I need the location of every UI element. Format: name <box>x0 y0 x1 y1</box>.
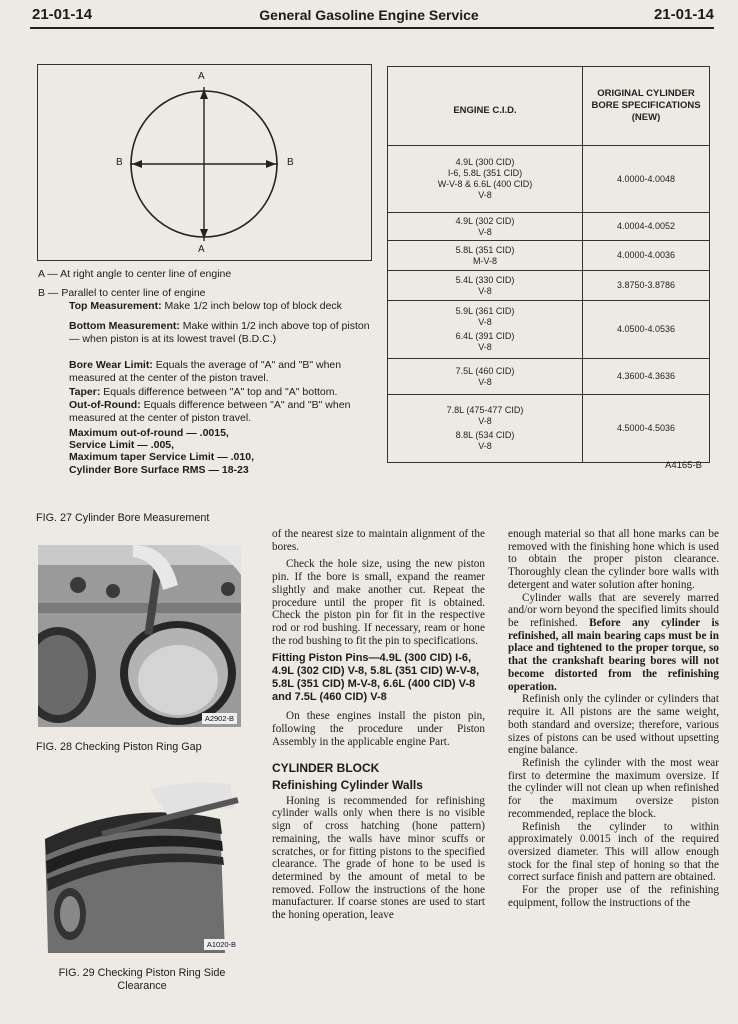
out-of-round-text: Equals difference between "A" and "B" when measured at the center of piston travel. <box>69 399 351 424</box>
axis-label-a-top: A <box>198 71 205 82</box>
paragraph: On these engines install the piston pin, following the procedure under Piston Assembly in the applicable engine Part. <box>272 710 485 748</box>
limit-item: Service Limit — .005, <box>69 439 175 452</box>
paragraph: Check the hole size, using the new piston pin. If the bore is small, expand the reamer slightly and make another cut. Repeat the procedure until the proper fit is obtained. Check the piston pin for fit in the respective rod or rod bushing. If necessary, ream or hone the rod bushing to fit the pin to specifications. <box>272 558 485 647</box>
axis-label-b-left: B <box>116 157 123 168</box>
bore-diagram-graphic <box>38 65 371 260</box>
fig29-code: A1020-B <box>204 939 239 950</box>
engine-cell: 4.9L (300 CID) I-6, 5.8L (351 CID) W-V-8 & 6.6L (400 CID) V-8 <box>388 146 583 213</box>
table-row <box>388 271 710 301</box>
paragraph: of the nearest size to maintain alignment of the bores. <box>272 528 485 553</box>
paragraph: Refinish only the cylinder or cylinders that require it. All pistons are the same weight, both standard and oversize; therefore, various sizes of pistons can be used without upsetting engine balance. <box>508 693 719 757</box>
header-engine-cid: ENGINE C.I.D. <box>388 67 583 146</box>
bottom-measurement-text: Make within 1/2 inch above top of piston — when piston is at its lowest travel (B.D.C.) <box>69 320 370 345</box>
bore-wear-limit <box>69 359 382 384</box>
fig27-caption: FIG. 27 Cylinder Bore Measurement <box>36 512 210 524</box>
limit-item: Maximum out-of-round — .0015, <box>69 427 229 439</box>
table-row <box>388 301 710 359</box>
paragraph: Refinish the cylinder to within approximately 0.0015 inch of the required oversized diameter. This will allow enough stock for the final step of honing so that the correct surface finish and pattern are obtained. <box>508 820 719 884</box>
page-title: General Gasoline Engine Service <box>259 7 479 23</box>
top-measurement <box>69 300 381 313</box>
table-row <box>388 359 710 395</box>
section-heading-cylinder-block: CYLINDER BLOCK <box>272 760 380 775</box>
header-rule <box>30 27 714 29</box>
table-row <box>388 395 710 463</box>
legend-a: A — At right angle to center line of engine <box>38 268 232 280</box>
cylinder-bore-spec-table <box>387 66 710 463</box>
engine-cell: 7.5L (460 CID) V-8 <box>388 359 583 395</box>
piston-ring-gap-photo <box>38 545 241 727</box>
subheading-fitting-piston-pins: Fitting Piston Pins—4.9L (300 CID) I-6, 4.9L (302 CID) V-8, 5.8L (351 CID) W-V-8, 5.8L (351 CID) M-V-8, 6.6L (400 CID) V-8 and 7.5L (460 CID) V-8 <box>272 652 480 704</box>
out-of-round-term: Out-of-Round: <box>69 399 141 411</box>
piston-ring-gap-image <box>38 545 241 727</box>
fig29-caption: FIG. 29 Checking Piston Ring Side Clearance <box>58 967 226 992</box>
taper-term: Taper: <box>69 386 101 398</box>
text-column-middle <box>272 528 485 922</box>
axis-label-b-right: B <box>287 157 294 168</box>
limit-item: Cylinder Bore Surface RMS — 18-23 <box>69 463 249 476</box>
taper <box>69 386 382 399</box>
fig28-code: A2902-B <box>202 713 237 724</box>
legend-b: B — Parallel to center line of engine <box>38 287 206 299</box>
table-figure-code: A4165-B <box>665 460 702 471</box>
piston-ring-side-clearance-photo <box>40 779 243 953</box>
bore-wear-term: Bore Wear Limit: <box>69 359 153 371</box>
text-column-right <box>508 528 719 910</box>
engine-cell: 5.4L (330 CID) V-8 <box>388 271 583 301</box>
piston-ring-side-clearance-image <box>40 779 243 953</box>
paragraph: enough material so that all hone marks can be removed with the finishing hone which is used to obtain the proper piston clearance. Thoroughly clean the cylinder bore walls with detergent and water solution after honing. <box>508 528 719 591</box>
bottom-measurement-term: Bottom Measurement: <box>69 320 180 332</box>
engine-cell: 4.9L (302 CID) V-8 <box>388 213 583 241</box>
spec-cell: 3.8750-3.8786 <box>583 271 710 301</box>
subheading-refinishing-cylinder-walls: Refinishing Cylinder Walls <box>272 777 423 792</box>
engine-cell: 5.8L (351 CID) M-V-8 <box>388 241 583 271</box>
table-row <box>388 241 710 271</box>
top-measurement-text: Make 1/2 inch below top of block deck <box>164 300 342 312</box>
spec-cell: 4.0500-4.0536 <box>583 301 710 359</box>
out-of-round <box>69 399 382 424</box>
axis-label-a-bottom: A <box>198 244 205 255</box>
bore-diagram <box>37 64 372 261</box>
spec-cell: 4.0004-4.0052 <box>583 213 710 241</box>
bore-wear-text: Equals the average of "A" and "B" when measured at the center of the piston travel. <box>69 359 342 384</box>
header-bore-spec: ORIGINAL CYLINDER BORE SPECIFICATIONS (NEW) <box>583 67 710 146</box>
bottom-measurement <box>69 320 382 345</box>
spec-cell: 4.3600-4.3636 <box>583 359 710 395</box>
page-number-left: 21-01-14 <box>32 6 93 23</box>
warning-text: Before any cylinder is refinished, all main bearing caps must be in place and tightened to the proper torque, so that the crankshaft bearing bores will not become distorted from the refinishing operation. <box>508 617 720 693</box>
spec-cell: 4.5000-4.5036 <box>583 395 710 463</box>
fig28-caption: FIG. 28 Checking Piston Ring Gap <box>36 741 202 753</box>
top-measurement-term: Top Measurement: <box>69 300 162 312</box>
paragraph: For the proper use of the refinishing equipment, follow the instructions of the <box>508 884 719 909</box>
engine-cell: 7.8L (475-477 CID) V-8 8.8L (534 CID) V-8 <box>388 395 583 463</box>
limits-list <box>69 427 254 476</box>
engine-cell: 5.9L (361 CID) V-8 6.4L (391 CID) V-8 <box>388 301 583 359</box>
spec-cell: 4.0000-4.0048 <box>583 146 710 213</box>
table-row <box>388 213 710 241</box>
table-row <box>388 146 710 213</box>
limit-item: Maximum taper Service Limit — .010, <box>69 451 254 464</box>
page-number-right: 21-01-14 <box>653 6 714 23</box>
taper-text: Equals difference between "A" top and "A" bottom. <box>103 386 338 398</box>
paragraph: Refinish the cylinder with the most wear first to determine the maximum oversize. If the cylinder will not clean up when refinished for the maximum oversize piston recommended, replace the block. <box>508 756 719 820</box>
spec-cell: 4.0000-4.0036 <box>583 241 710 271</box>
paragraph: Cylinder walls that are severely marred and/or worn beyond the specified limits should be refinished. Before any cylinder is refinished, all main bearing caps must be in place and tightened to the proper torque, so that the crankshaft bearing bores will not become distorted from the refinishing operation. <box>508 591 720 693</box>
paragraph: Honing is recommended for refinishing cylinder walls only when there is no visible sign of cross hatching (hone pattern) remaining, the walls have minor scuffs or scratches, or for fitting pistons to the specified clearance. The grade of hone to be used is determined by the amount of metal to be removed. Follow the instructions of the hone manufacturer. If coarse stones are used to start the honing operation, leave <box>272 794 485 922</box>
